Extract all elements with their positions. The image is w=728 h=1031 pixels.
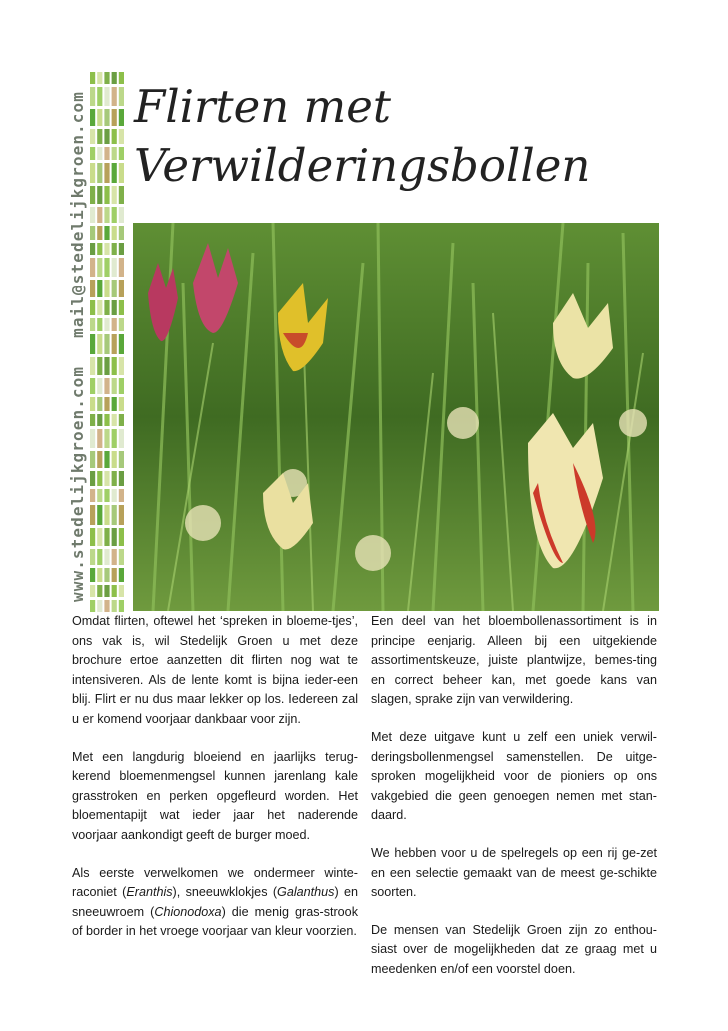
email-link[interactable]: mail@stedelijkgroen.com [67, 91, 87, 338]
tulip-photo [133, 223, 659, 611]
right-paragraph-3: We hebben voor u de spelregels op een rij ge-zet en een selectie gemaakt van de meest ge-schikte soorten. [371, 845, 657, 900]
page-title [134, 78, 590, 195]
left-paragraph-1: Omdat flirten, oftewel het ‘spreken in bloeme-tjes’, ons vak is, wil Stedelijk Groen u met deze brochure ertoe aanzetten dit flirten nog wat te intensiveren. Als de lente komt is bijna ieder-een blij. Flirt er nu dus maar lekker op los. Iedereen zal u er komend voorjaar dankbaar voor zijn. [72, 614, 358, 726]
tulip-photo-illustration [133, 223, 659, 611]
title-line-2: Verwilderingsbollen [134, 138, 591, 192]
website-link[interactable]: www.stedelijkgroen.com [67, 365, 87, 602]
left-paragraph-3: Als eerste verwelkomen we ondermeer winte-raconiet (Eranthis), sneeuwklokjes (Galanthus) en sneeuwroem (Chionodoxa) die menig gras-strook of border in het vroege voorjaar van kleur voorzien. [72, 865, 358, 939]
title-line-1: Flirten met [134, 80, 391, 133]
sidebar-vertical-text [66, 62, 88, 602]
left-paragraph-2: Met een langdurig bloeiend en jaarlijks terug-kerend bloemenmengsel kunnen jarenlang kale grasstroken en perken opgefleurd worden. Het bloementapijt wat ieder jaar het naderende voorjaar aankondigt geeft de burger moed. [72, 749, 358, 842]
color-stripes-decoration [90, 72, 126, 612]
right-column [371, 612, 657, 998]
right-paragraph-1: Een deel van het bloembollenassortiment is in principe eenjarig. Alleen bij een uitgekiende assortimentskeuze, juiste plantwijze, bemes-ting en correct beheer kan, met goede kans van slagen, sprake zijn van verwildering. [371, 614, 657, 707]
right-paragraph-4: De mensen van Stedelijk Groen zijn zo enthou-siast over de mogelijkheden dat ze graag met u meedenken en/of een voorstel doen. [371, 922, 657, 976]
left-column [72, 612, 358, 960]
right-paragraph-2: Met deze uitgave kunt u zelf een uniek verwil-deringsbollenmengsel samenstellen. De uitge-sproken mogelijkheid voor de pioniers op ons vakgebied die geen genoegen nemen met stan-daard. [371, 729, 657, 823]
